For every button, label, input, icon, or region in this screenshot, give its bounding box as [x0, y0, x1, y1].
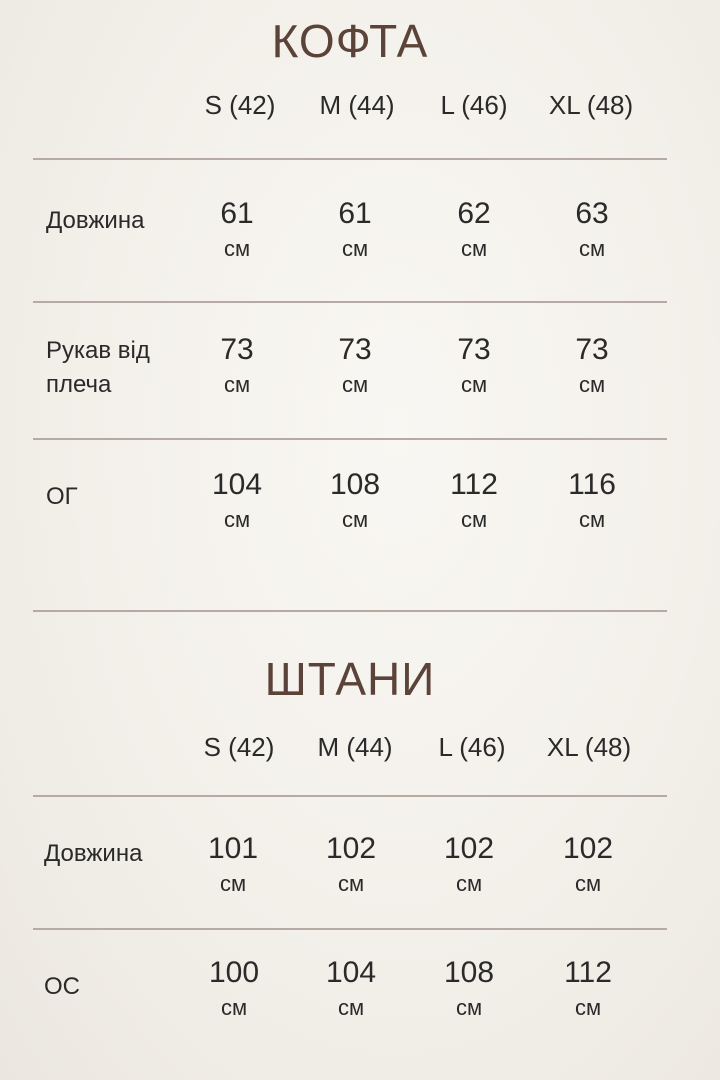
measure-cell [305, 467, 405, 537]
measure-value: 100 [208, 956, 260, 989]
measure-value: 104 [211, 468, 263, 501]
row-label-line-1: Рукав від [46, 337, 150, 364]
measure-cell [305, 332, 405, 402]
measure-unit: см [341, 507, 369, 532]
measure-value: 104 [325, 956, 377, 989]
measure-unit: см [574, 995, 602, 1020]
measure-value: 73 [457, 333, 491, 366]
kofta-size-m: M (44) [319, 90, 395, 120]
measure-value: 102 [443, 832, 495, 865]
measure-value: 112 [564, 956, 612, 989]
measure-unit: см [341, 372, 369, 397]
divider [33, 158, 667, 160]
row-label: ОС [44, 973, 80, 1000]
measure-cell [542, 332, 642, 402]
measure-value: 102 [562, 832, 614, 865]
measure-cell [424, 332, 524, 402]
measure-cell [542, 467, 642, 537]
divider [33, 928, 667, 930]
measure-cell [538, 831, 638, 901]
divider [33, 301, 667, 303]
section-divider [33, 610, 667, 612]
divider [33, 438, 667, 440]
shtany-size-xl: XL (48) [546, 732, 632, 762]
measure-value: 73 [575, 333, 609, 366]
kofta-title: КОФТА [271, 15, 429, 67]
measure-unit: см [460, 236, 488, 261]
measure-cell [419, 831, 519, 901]
measure-unit: см [574, 871, 602, 896]
measure-cell [187, 196, 287, 266]
measure-value: 61 [220, 197, 254, 230]
measure-cell [184, 955, 284, 1025]
measure-cell [183, 831, 283, 901]
measure-cell [424, 196, 524, 266]
measure-unit: см [223, 507, 251, 532]
measure-value: 116 [568, 468, 616, 501]
measure-cell [187, 332, 287, 402]
measure-unit: см [220, 995, 248, 1020]
measure-value: 108 [443, 956, 495, 989]
measure-cell [538, 955, 638, 1025]
measure-unit: см [455, 871, 483, 896]
measure-unit: см [337, 995, 365, 1020]
measure-value: 61 [338, 197, 372, 230]
measure-cell [187, 467, 287, 537]
measure-value: 62 [457, 197, 491, 230]
measure-cell [305, 196, 405, 266]
measure-cell [419, 955, 519, 1025]
measure-value: 108 [329, 468, 381, 501]
measure-cell [301, 831, 401, 901]
measure-value: 101 [207, 832, 259, 865]
measure-unit: см [337, 871, 365, 896]
measure-value: 112 [450, 468, 498, 501]
measure-unit: см [223, 236, 251, 261]
measure-unit: см [455, 995, 483, 1020]
measure-value: 73 [338, 333, 372, 366]
kofta-size-s: S (42) [204, 90, 276, 120]
measure-value: 73 [220, 333, 254, 366]
kofta-size-l: L (46) [440, 90, 508, 120]
row-label: Довжина [44, 840, 143, 867]
measure-value: 102 [325, 832, 377, 865]
measure-unit: см [460, 507, 488, 532]
shtany-size-m: M (44) [317, 732, 393, 762]
measure-unit: см [578, 236, 606, 261]
shtany-size-s: S (42) [203, 732, 275, 762]
row-label-line-2: плеча [46, 371, 112, 398]
measure-unit: см [219, 871, 247, 896]
measure-unit: см [460, 372, 488, 397]
measure-cell [542, 196, 642, 266]
kofta-size-xl: XL (48) [548, 90, 634, 120]
measure-value: 63 [575, 197, 609, 230]
shtany-title: ШТАНИ [264, 653, 436, 705]
measure-unit: см [578, 372, 606, 397]
measure-cell [424, 467, 524, 537]
measure-cell [301, 955, 401, 1025]
row-label: ОГ [46, 483, 78, 510]
measure-unit: см [341, 236, 369, 261]
measure-unit: см [223, 372, 251, 397]
row-label: Довжина [46, 207, 145, 234]
shtany-size-l: L (46) [438, 732, 506, 762]
divider [33, 795, 667, 797]
measure-unit: см [578, 507, 606, 532]
